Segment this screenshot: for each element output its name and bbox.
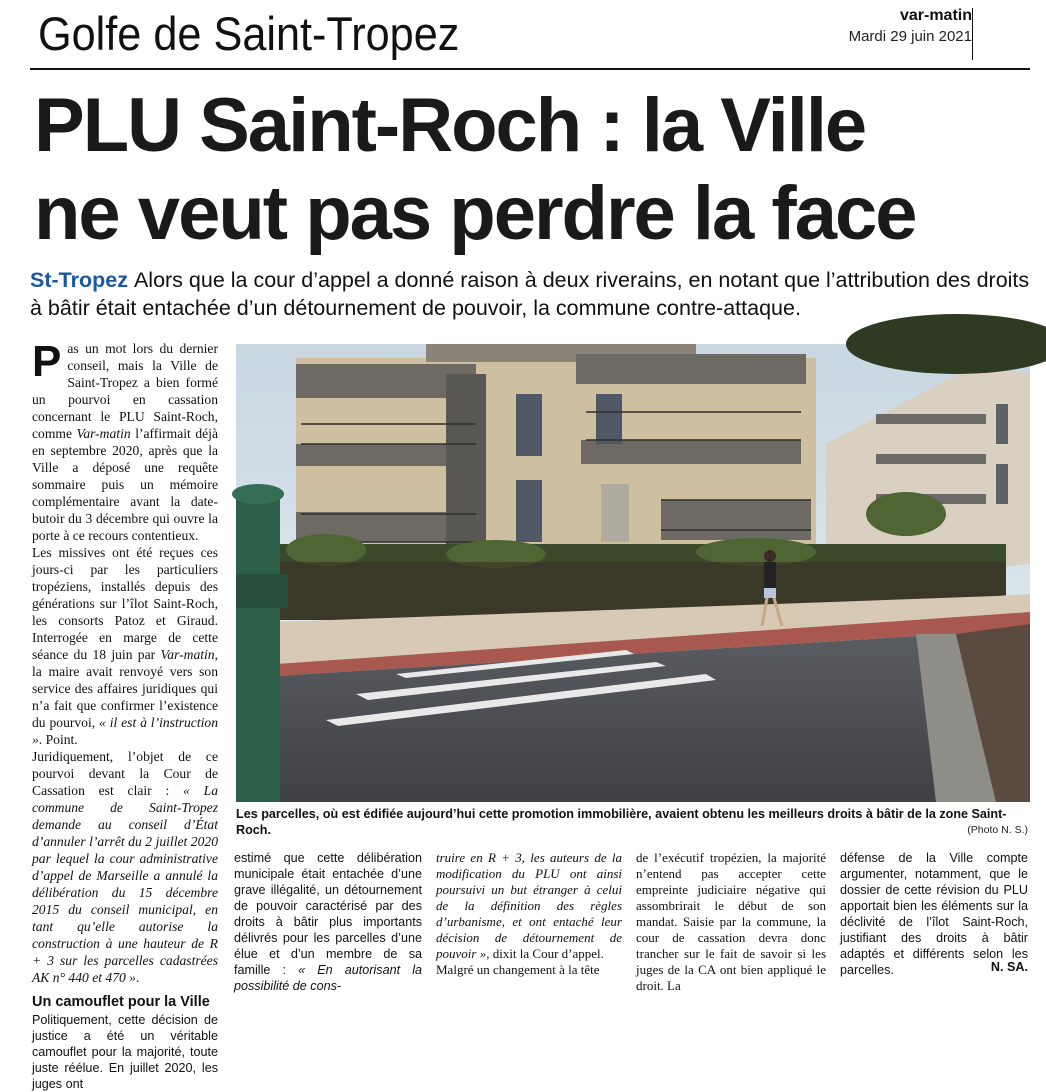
newspaper-brand: var-matin bbox=[899, 7, 972, 24]
author-signature: N. SA. bbox=[990, 960, 1028, 974]
article-photo bbox=[236, 344, 1030, 802]
headline bbox=[34, 82, 1034, 258]
standfirst bbox=[30, 266, 1030, 322]
article-column-2: estimé que cette délibération municipale était entachée d’une grave illégalité, un détournement de pouvoir caractérisé par des droits à bâtir plus importants délivrés pour les parcelles d’une élue et d’un membre de sa famille : « En autorisant la possibilité de cons- bbox=[234, 851, 423, 993]
headline-line-2: ne veut pas perdre la face bbox=[34, 171, 916, 256]
masthead bbox=[849, 6, 972, 48]
photo-illustration bbox=[236, 344, 1030, 802]
photo-credit: (Photo N. S.) bbox=[967, 824, 1028, 836]
paragraph-3: Juridiquement, l’objet de ce pourvoi devant la Cour de Cassation est clair : « La commune de Saint-Tropez demande au conseil d’État d’annuler l’arrêt du 2 juillet 2020 par lequel la cour administrative d’appel de Marseille a annulé la délibération du 15 décembre 2015 du conseil municipal, en tant qu’elle autorise la construction à une hauteur de R + 3 sur les parcelles cadastrées AK n° 440 et 470 ». bbox=[32, 749, 218, 985]
paragraph-1: Pas un mot lors du dernier conseil, mais la Ville de Saint-Tropez a bien formé un pourvoi en cassation concernant le PLU Saint-Roch, comme Var-matin l’affirmait déjà en septembre 2020, après que la Ville a déposé une requête sommaire puis un mémoire complémentaire avant la date-butoir du 3 décembre qui ouvre la porte à ce recours contentieux. bbox=[32, 337, 218, 543]
dropcap: P bbox=[32, 337, 62, 386]
section-title: Golfe de Saint-Tropez bbox=[38, 7, 460, 60]
article-column-5: défense de la Ville compte argumenter, notamment, que le dossier de cette révision du PLU apportait bien les éléments sur la déclivité de l’îlot Saint-Roch, justifiant des droits à bâtir adaptés et différents selon les parcelles. bbox=[840, 851, 1028, 977]
article-column-1 bbox=[32, 337, 218, 1092]
standfirst-text: Alors que la cour d’appel a donné raison à deux riverains, en notant que l’attribution des droits à bâtir était entachée d’un détournement de pouvoir, la commune contre-attaque. bbox=[30, 268, 1030, 320]
masthead-divider bbox=[972, 8, 973, 60]
issue-date: Mardi 29 juin 2021 bbox=[848, 28, 972, 45]
article-column-4: de l’exécutif tropézien, la majorité n’entend pas accepter cette empreinte judiciaire négative qui assombrirait le début de son mandat. Saisie par la commune, la cour de cassation devra donc trancher sur le fait de savoir si les juges de la CA ont bien appliqué le droit. La bbox=[636, 850, 826, 993]
paragraph-4: Politiquement, cette décision de justice a été un véritable camouflet pour la majorité, toute juste réélue. En juillet 2020, les juges ont bbox=[32, 1013, 218, 1091]
location-tag: St-Tropez bbox=[30, 268, 128, 292]
headline-line-1: PLU Saint-Roch : la Ville bbox=[34, 83, 866, 168]
subheading: Un camouflet pour la Ville bbox=[32, 994, 210, 1010]
paragraph-2: Les missives ont été reçues ces jours-ci par les particuliers tropéziens, installés depuis des générations sur l’îlot Saint-Roch, les consorts Patoz et Giraud. Interrogée en marge de cette séance du 18 juin par Var-matin, la maire avait renvoyé vers son service des affaires juridiques qui n’a fait que confirmer l’existence du pourvoi, « il est à l’instruction ». Point. bbox=[32, 545, 218, 747]
header-rule bbox=[30, 68, 1030, 70]
article-column-3: truire en R + 3, les auteurs de la modification du PLU ont ainsi poursuivi un but étranger à celui de la définition des règles d’urbanisme, et ont entaché leur décision de détournement de pouvoir », dixit la Cour d’appel. Malgré un changement à la tête bbox=[436, 850, 622, 977]
photo-caption: Les parcelles, où est édifiée aujourd’hui cette promotion immobilière, avaient obtenu les meilleurs droits à bâtir de la zone Saint-Roch. bbox=[236, 807, 1007, 837]
